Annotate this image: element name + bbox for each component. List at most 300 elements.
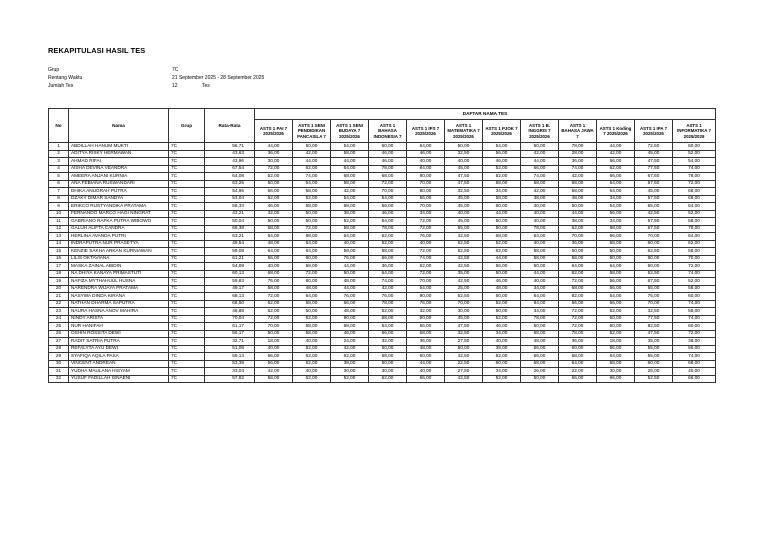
cell-score: 45,00	[445, 218, 483, 226]
cell-score: 42,00	[331, 188, 369, 196]
cell-no: 24	[49, 315, 69, 323]
cell-score: 42,00	[293, 150, 331, 158]
cell-score: 38,00	[559, 218, 597, 226]
cell-grup: 7C	[169, 225, 205, 233]
header-test: ASTS 1 Koding 7 2025/2026	[597, 120, 635, 143]
cell-grup: 7C	[169, 180, 205, 188]
cell-score: 60,00	[597, 323, 635, 331]
cell-score: 45,00	[445, 315, 483, 323]
cell-nama: ANA FEBIANA RUSWANDARI	[69, 180, 169, 188]
cell-score: 58,00	[331, 225, 369, 233]
cell-score: 44,00	[331, 285, 369, 293]
cell-score: 44,00	[331, 263, 369, 271]
cell-score: 74,00	[673, 315, 716, 323]
table-row	[49, 330, 716, 338]
cell-score: 62,00	[293, 375, 331, 383]
cell-score: 46,00	[369, 158, 407, 166]
cell-no: 14	[49, 240, 69, 248]
cell-nama: INDRAPUTRA NUR PRASETYA	[69, 240, 169, 248]
cell-score: 42,50	[445, 278, 483, 286]
cell-score: 45,00	[445, 203, 483, 211]
cell-rata-rata: 50,04	[205, 218, 255, 226]
cell-score: 72,00	[407, 248, 445, 256]
cell-grup: 7C	[169, 165, 205, 173]
cell-nama: NARENDRA WIJAYA PRATAMA	[69, 285, 169, 293]
cell-score: 50,00	[521, 323, 559, 331]
cell-score: 66,00	[521, 353, 559, 361]
cell-score: 38,00	[483, 345, 521, 353]
cell-score: 50,00	[293, 143, 331, 151]
cell-score: 72,00	[293, 270, 331, 278]
cell-score: 62,00	[331, 353, 369, 361]
cell-score: 64,00	[597, 180, 635, 188]
cell-score: 62,00	[407, 263, 445, 271]
cell-score: 30,00	[255, 158, 293, 166]
cell-score: 35,00	[445, 270, 483, 278]
cell-grup: 7C	[169, 240, 205, 248]
cell-score: 45,00	[635, 150, 673, 158]
cell-score: 68,00	[483, 233, 521, 241]
meta-value: 7C	[172, 67, 179, 73]
cell-score: 36,00	[559, 338, 597, 346]
table-row	[49, 143, 716, 151]
cell-score: 68,00	[521, 180, 559, 188]
cell-score: 46,00	[483, 278, 521, 286]
cell-score: 34,00	[483, 188, 521, 196]
cell-score: 64,00	[521, 233, 559, 241]
cell-score: 54,00	[369, 195, 407, 203]
cell-score: 50,00	[559, 248, 597, 256]
cell-grup: 7C	[169, 158, 205, 166]
table-row	[49, 180, 716, 188]
cell-nama: GABRIANO RAFKA PUTRA WIBOWO	[69, 218, 169, 226]
cell-score: 68,00	[293, 233, 331, 241]
header-test: ASTS 1 SENI PENDIDIKAN PANCASILA 7	[293, 120, 331, 143]
cell-score: 70,00	[559, 233, 597, 241]
cell-score: 66,00	[559, 300, 597, 308]
cell-score: 62,50	[635, 248, 673, 256]
cell-score: 66,00	[559, 375, 597, 383]
header-test: ASTS 1 IPS 7 2025/2026	[407, 120, 445, 143]
cell-score: 54,00	[673, 158, 716, 166]
cell-score: 34,00	[483, 368, 521, 376]
cell-score: 52,00	[331, 375, 369, 383]
cell-score: 50,00	[521, 263, 559, 271]
cell-score: 68,00	[673, 188, 716, 196]
cell-no: 29	[49, 353, 69, 361]
cell-score: 74,00	[293, 173, 331, 181]
table-row	[49, 173, 716, 181]
table-row	[49, 203, 716, 211]
cell-no: 10	[49, 210, 69, 218]
cell-score: 55,00	[635, 345, 673, 353]
cell-score: 90,00	[331, 315, 369, 323]
meta-unit: Tes	[202, 83, 210, 89]
cell-score: 36,00	[407, 338, 445, 346]
meta-label: Jumlah Tes	[48, 83, 74, 89]
cell-rata-rata: 54,08	[205, 263, 255, 271]
cell-score: 58,00	[559, 353, 597, 361]
cell-score: 52,00	[293, 345, 331, 353]
cell-score: 52,00	[597, 308, 635, 316]
cell-score: 54,00	[597, 203, 635, 211]
cell-rata-rata: 53,04	[205, 195, 255, 203]
cell-score: 68,00	[559, 180, 597, 188]
cell-score: 18,00	[255, 338, 293, 346]
cell-score: 72,00	[407, 270, 445, 278]
cell-score: 66,00	[407, 195, 445, 203]
cell-score: 44,00	[521, 270, 559, 278]
cell-score: 66,00	[407, 375, 445, 383]
cell-score: 35,00	[635, 338, 673, 346]
cell-score: 78,00	[559, 143, 597, 151]
cell-score: 74,00	[407, 255, 445, 263]
cell-score: 62,00	[673, 240, 716, 248]
header-test: ASTS 1 MATEMATIKA 7 2025/2026	[445, 120, 483, 143]
cell-score: 48,00	[255, 240, 293, 248]
cell-score: 68,00	[369, 173, 407, 181]
table-row	[49, 285, 716, 293]
table-row	[49, 360, 716, 368]
cell-score: 68,00	[673, 195, 716, 203]
cell-score: 46,00	[369, 210, 407, 218]
header-test: ASTS 1 SENI BUDAYA 7 2025/2026	[331, 120, 369, 143]
cell-no: 16	[49, 255, 69, 263]
cell-score: 50,00	[483, 225, 521, 233]
cell-score: 60,00	[483, 203, 521, 211]
cell-score: 58,00	[369, 353, 407, 361]
cell-nama: MASKA ZAINAL ABIDIN	[69, 263, 169, 271]
cell-score: 30,00	[331, 368, 369, 376]
cell-score: 42,50	[445, 353, 483, 361]
cell-score: 48,00	[483, 285, 521, 293]
cell-grup: 7C	[169, 203, 205, 211]
cell-score: 68,00	[255, 270, 293, 278]
cell-score: 46,00	[483, 323, 521, 331]
cell-score: 45,00	[445, 195, 483, 203]
cell-score: 68,00	[521, 360, 559, 368]
cell-score: 58,00	[255, 285, 293, 293]
cell-score: 54,00	[331, 143, 369, 151]
cell-rata-rata: 63,21	[205, 233, 255, 241]
cell-score: 44,00	[521, 158, 559, 166]
cell-rata-rata: 68,50	[205, 300, 255, 308]
cell-score: 90,00	[407, 315, 445, 323]
cell-score: 34,00	[597, 218, 635, 226]
cell-score: 58,00	[293, 203, 331, 211]
cell-nama: YUDHA MAULANA HISYAM	[69, 368, 169, 376]
cell-nama: REFALYTA AYU DEWI	[69, 345, 169, 353]
cell-score: 65,00	[635, 203, 673, 211]
cell-rata-rata: 70,04	[205, 315, 255, 323]
table-row	[49, 338, 716, 346]
cell-score: 58,00	[673, 285, 716, 293]
cell-grup: 7C	[169, 315, 205, 323]
cell-score: 58,00	[597, 240, 635, 248]
cell-score: 72,00	[293, 225, 331, 233]
cell-score: 70,00	[407, 180, 445, 188]
cell-score: 76,00	[407, 233, 445, 241]
cell-score: 55,00	[635, 353, 673, 361]
cell-score: 44,00	[483, 255, 521, 263]
cell-score: 68,00	[483, 180, 521, 188]
cell-score: 52,00	[369, 308, 407, 316]
cell-score: 32,00	[369, 338, 407, 346]
cell-score: 52,00	[673, 150, 716, 158]
cell-score: 74,00	[673, 270, 716, 278]
cell-score: 72,00	[255, 315, 293, 323]
cell-rata-rata: 43,21	[205, 210, 255, 218]
cell-score: 68,00	[407, 330, 445, 338]
cell-score: 60,00	[635, 240, 673, 248]
cell-score: 58,00	[597, 270, 635, 278]
cell-score: 52,50	[635, 270, 673, 278]
cell-score: 66,00	[369, 330, 407, 338]
cell-score: 70,00	[407, 278, 445, 286]
table-row	[49, 293, 716, 301]
cell-grup: 7C	[169, 368, 205, 376]
cell-score: 44,00	[293, 158, 331, 166]
cell-score: 90,00	[407, 293, 445, 301]
cell-score: 42,50	[635, 210, 673, 218]
cell-score: 24,00	[331, 338, 369, 346]
table-row	[49, 345, 716, 353]
cell-score: 36,00	[559, 240, 597, 248]
cell-grup: 7C	[169, 360, 205, 368]
cell-score: 70,00	[635, 233, 673, 241]
cell-score: 64,00	[673, 203, 716, 211]
cell-score: 64,00	[255, 248, 293, 256]
cell-score: 50,00	[483, 308, 521, 316]
meta-value: 12	[172, 83, 178, 89]
table-row	[49, 255, 716, 263]
cell-score: 47,50	[445, 180, 483, 188]
cell-score: 54,00	[293, 180, 331, 188]
cell-score: 32,00	[407, 308, 445, 316]
cell-score: 64,00	[559, 263, 597, 271]
cell-score: 58,00	[483, 195, 521, 203]
cell-grup: 7C	[169, 293, 205, 301]
cell-score: 32,50	[445, 188, 483, 196]
cell-score: 48,00	[331, 278, 369, 286]
cell-score: 56,00	[597, 345, 635, 353]
cell-score: 66,00	[369, 255, 407, 263]
cell-rata-rata: 46,88	[205, 308, 255, 316]
cell-score: 55,00	[445, 225, 483, 233]
cell-no: 31	[49, 368, 69, 376]
cell-grup: 7C	[169, 300, 205, 308]
cell-rata-rata: 56,33	[205, 203, 255, 211]
cell-score: 74,00	[521, 173, 559, 181]
cell-score: 56,00	[597, 210, 635, 218]
cell-score: 67,50	[635, 225, 673, 233]
meta-label: Rentang Waktu	[48, 75, 83, 81]
cell-score: 77,50	[635, 315, 673, 323]
cell-rata-rata: 61,17	[205, 323, 255, 331]
cell-score: 58,00	[673, 248, 716, 256]
cell-score: 32,00	[255, 210, 293, 218]
cell-score: 60,00	[635, 263, 673, 271]
cell-score: 52,00	[483, 165, 521, 173]
cell-score: 25,00	[445, 285, 483, 293]
cell-score: 62,00	[293, 353, 331, 361]
cell-grup: 7C	[169, 143, 205, 151]
cell-no: 32	[49, 375, 69, 383]
cell-score: 40,00	[521, 240, 559, 248]
cell-score: 26,00	[521, 368, 559, 376]
cell-score: 50,00	[331, 270, 369, 278]
cell-score: 60,00	[483, 360, 521, 368]
cell-score: 76,00	[407, 300, 445, 308]
cell-score: 58,00	[559, 188, 597, 196]
cell-score: 48,00	[521, 338, 559, 346]
cell-no: 12	[49, 225, 69, 233]
cell-no: 23	[49, 308, 69, 316]
cell-score: 76,00	[331, 293, 369, 301]
cell-score: 58,00	[331, 248, 369, 256]
cell-score: 40,00	[483, 338, 521, 346]
cell-score: 42,50	[445, 233, 483, 241]
table-row	[49, 210, 716, 218]
cell-rata-rata: 49,17	[205, 285, 255, 293]
cell-score: 46,00	[255, 203, 293, 211]
cell-score: 40,00	[293, 338, 331, 346]
cell-rata-rata: 53,38	[205, 360, 255, 368]
cell-score: 84,00	[521, 300, 559, 308]
cell-score: 78,00	[521, 315, 559, 323]
cell-score: 34,00	[521, 285, 559, 293]
cell-grup: 7C	[169, 330, 205, 338]
cell-rata-rata: 43,63	[205, 150, 255, 158]
cell-score: 64,00	[407, 143, 445, 151]
cell-score: 54,00	[255, 233, 293, 241]
cell-score: 62,00	[293, 315, 331, 323]
cell-grup: 7C	[169, 188, 205, 196]
cell-nama: YUSUF FADILLAH ISNAENI	[69, 375, 169, 383]
cell-score: 30,00	[369, 368, 407, 376]
cell-nama: NUR HANIFAH	[69, 323, 169, 331]
cell-score: 58,00	[293, 188, 331, 196]
cell-score: 28,00	[559, 150, 597, 158]
cell-score: 50,00	[445, 345, 483, 353]
cell-score: 32,50	[635, 308, 673, 316]
cell-score: 50,00	[597, 255, 635, 263]
cell-score: 64,00	[559, 360, 597, 368]
cell-nama: NASYWA DINDA KIRANA	[69, 293, 169, 301]
meta-label: Grup	[48, 67, 60, 73]
cell-score: 75,00	[635, 293, 673, 301]
cell-score: 72,00	[407, 218, 445, 226]
cell-score: 44,00	[483, 210, 521, 218]
cell-nama: NAFIZA MYTHAHUUL HUSNA	[69, 278, 169, 286]
cell-score: 58,00	[293, 300, 331, 308]
cell-no: 18	[49, 270, 69, 278]
cell-no: 26	[49, 330, 69, 338]
cell-score: 62,00	[369, 233, 407, 241]
cell-no: 15	[49, 248, 69, 256]
cell-grup: 7C	[169, 353, 205, 361]
cell-score: 70,00	[369, 188, 407, 196]
cell-rata-rata: 59,83	[205, 278, 255, 286]
table-row	[49, 188, 716, 196]
cell-score: 80,00	[635, 255, 673, 263]
cell-score: 40,00	[331, 240, 369, 248]
cell-score: 54,00	[369, 323, 407, 331]
cell-nama: ABDILLAH HANUM MUKTI	[69, 143, 169, 151]
cell-score: 56,00	[255, 360, 293, 368]
cell-grup: 7C	[169, 285, 205, 293]
cell-rata-rata: 59,08	[205, 248, 255, 256]
cell-score: 72,00	[559, 315, 597, 323]
cell-score: 40,00	[407, 158, 445, 166]
cell-nama: LILIS OKTAVIANA	[69, 255, 169, 263]
cell-grup: 7C	[169, 338, 205, 346]
cell-score: 50,00	[483, 270, 521, 278]
cell-score: 72,00	[407, 225, 445, 233]
cell-score: 72,00	[673, 180, 716, 188]
table-row	[49, 165, 716, 173]
cell-score: 74,00	[673, 300, 716, 308]
cell-score: 58,00	[255, 375, 293, 383]
cell-score: 30,00	[597, 368, 635, 376]
cell-score: 58,00	[331, 180, 369, 188]
cell-nama: NATHAN DHARMA SAPUTRA	[69, 300, 169, 308]
cell-score: 60,00	[673, 143, 716, 151]
cell-no: 19	[49, 278, 69, 286]
cell-score: 54,00	[331, 195, 369, 203]
cell-score: 44,00	[407, 360, 445, 368]
cell-no: 28	[49, 345, 69, 353]
cell-score: 40,00	[407, 368, 445, 376]
cell-score: 64,00	[331, 233, 369, 241]
cell-score: 66,00	[673, 375, 716, 383]
cell-score: 34,00	[483, 330, 521, 338]
cell-score: 52,00	[597, 330, 635, 338]
cell-score: 42,00	[521, 150, 559, 158]
cell-score: 45,00	[445, 165, 483, 173]
cell-score: 60,00	[407, 353, 445, 361]
cell-score: 80,00	[407, 188, 445, 196]
cell-score: 60,00	[293, 255, 331, 263]
cell-score: 50,00	[559, 203, 597, 211]
cell-grup: 7C	[169, 278, 205, 286]
cell-score: 25,00	[635, 368, 673, 376]
cell-score: 54,00	[597, 293, 635, 301]
cell-score: 52,50	[445, 240, 483, 248]
cell-score: 64,00	[597, 353, 635, 361]
cell-score: 38,00	[521, 195, 559, 203]
cell-score: 56,00	[369, 203, 407, 211]
cell-score: 50,00	[521, 143, 559, 151]
cell-score: 66,00	[597, 375, 635, 383]
cell-score: 52,00	[369, 240, 407, 248]
cell-score: 58,00	[293, 323, 331, 331]
cell-score: 52,00	[673, 278, 716, 286]
cell-score: 40,00	[293, 368, 331, 376]
cell-score: 60,00	[635, 360, 673, 368]
table-row	[49, 248, 716, 256]
cell-score: 74,00	[673, 165, 716, 173]
cell-score: 62,00	[293, 165, 331, 173]
cell-score: 56,00	[597, 158, 635, 166]
cell-score: 58,00	[293, 330, 331, 338]
cell-score: 68,00	[559, 285, 597, 293]
table-row	[49, 323, 716, 331]
cell-score: 60,00	[673, 293, 716, 301]
cell-nama: KENZIE SAKHA ARKAN KURNIAWAN	[69, 248, 169, 256]
cell-score: 72,50	[635, 143, 673, 151]
table-row	[49, 150, 716, 158]
